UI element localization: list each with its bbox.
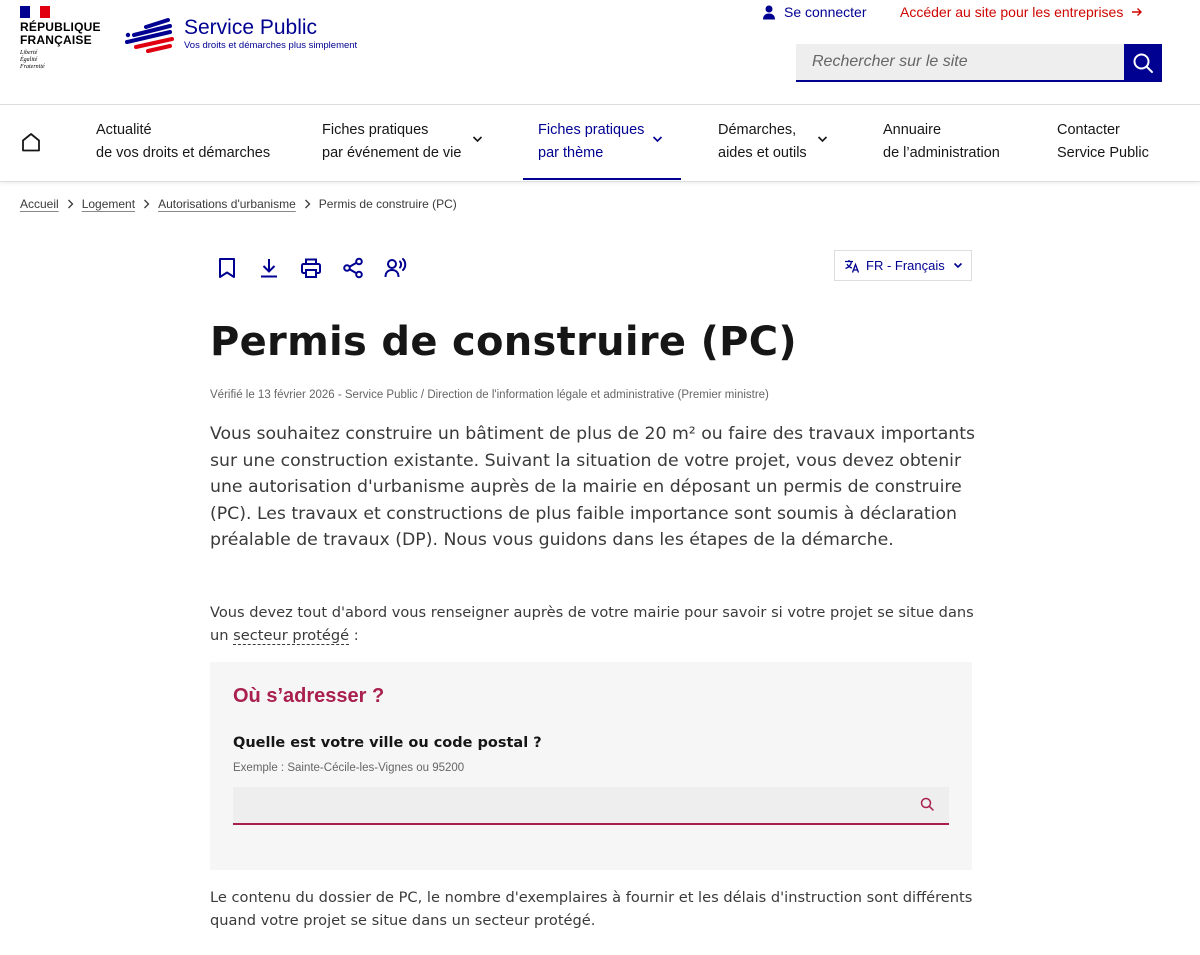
paragraph-text-end: : <box>349 627 359 644</box>
city-postal-hint: Exemple : Sainte-Cécile-les-Vignes ou 95200 <box>233 762 465 774</box>
search-icon <box>1132 52 1154 74</box>
verification-meta: Vérifié le 13 février 2026 - Service Public / Direction de l'information légale et administrative (Premier ministre) <box>210 389 769 401</box>
download-button[interactable] <box>258 256 300 280</box>
chevron-right-icon <box>304 199 311 209</box>
chevron-down-icon <box>953 262 963 269</box>
bookmark-icon <box>216 257 238 279</box>
chevron-down-icon <box>817 135 828 143</box>
chevron-down-icon <box>472 135 483 143</box>
language-label: FR - Français <box>866 258 945 273</box>
nav-item-label-line2: par thème <box>538 145 604 161</box>
breadcrumb <box>20 197 457 211</box>
bookmark-button[interactable] <box>216 256 258 280</box>
chevron-down-icon <box>652 135 663 143</box>
print-icon <box>300 257 322 279</box>
republic-line1: RÉPUBLIQUE <box>20 20 101 34</box>
intro-paragraph: Vous souhaitez construire un bâtiment de plus de 20 m² ou faire des travaux importants sur une construction existante. Suivant la situation de votre projet, vous devez obtenir une autorisation d'urbanisme auprès de la mairie en déposant un permis de construire (PC). Les travaux et constructions de plus faible importance sont soumis à déclaration préalable de travaux (DP). Nous vous guidons dans les étapes de la démarche. <box>210 424 976 551</box>
nav-item-demarches[interactable] <box>718 119 833 165</box>
republic-motto <box>20 50 100 71</box>
nav-item-contacter[interactable] <box>1057 119 1149 165</box>
site-header <box>0 0 1200 105</box>
secteur-protege-definition-link[interactable]: secteur protégé <box>233 627 350 644</box>
nav-item-label-line1: Démarches, <box>718 122 797 138</box>
chevron-right-icon <box>143 199 150 209</box>
city-postal-label: Quelle est votre ville ou code postal ? <box>233 735 542 751</box>
dossier-difference-paragraph: Le contenu du dossier de PC, le nombre d'exemplaires à fournir et les délais d'instruction sont différents quand votre projet se situe dans un secteur protégé. <box>210 889 973 929</box>
nav-item-label-line1: Fiches pratiques <box>538 122 645 138</box>
motto-fraternite: Fraternité <box>20 64 45 70</box>
home-icon <box>20 131 42 153</box>
breadcrumb-link-accueil[interactable]: Accueil <box>20 197 59 211</box>
download-icon <box>258 257 280 279</box>
nav-item-annuaire[interactable] <box>883 119 1000 165</box>
language-selector[interactable] <box>834 250 972 281</box>
republic-line2: FRANÇAISE <box>20 33 92 47</box>
share-button[interactable] <box>342 256 384 280</box>
french-flag-icon <box>20 6 50 18</box>
republique-francaise-logo[interactable] <box>20 6 100 71</box>
service-public-mark-icon <box>124 16 178 56</box>
nav-item-label-line2: par événement de vie <box>322 145 462 161</box>
nav-item-actualite[interactable] <box>96 119 270 165</box>
nav-item-fiches-theme[interactable] <box>538 119 668 165</box>
city-postal-field <box>233 787 949 825</box>
breadcrumb-current: Permis de construire (PC) <box>318 197 457 211</box>
print-button[interactable] <box>300 256 342 280</box>
nav-item-label-line2: de vos droits et démarches <box>96 145 271 161</box>
page-title: Permis de construire (PC) <box>210 319 798 365</box>
service-public-logo[interactable] <box>124 16 357 56</box>
nav-item-label-line2: Service Public <box>1057 145 1149 161</box>
listen-icon <box>384 257 408 279</box>
listen-button[interactable] <box>384 256 426 280</box>
enterprise-site-link[interactable] <box>900 4 1143 20</box>
user-icon <box>762 5 776 20</box>
active-tab-indicator <box>523 178 681 180</box>
main-navigation <box>0 105 1200 182</box>
nav-item-fiches-evenement[interactable] <box>322 119 487 165</box>
nav-item-label-line2: de l’administration <box>883 145 1000 161</box>
nav-item-label-line2: aides et outils <box>718 145 807 161</box>
where-to-go-title: Où s’adresser ? <box>233 685 385 707</box>
nav-item-label-line1: Fiches pratiques <box>322 122 429 138</box>
login-label: Se connecter <box>784 4 867 20</box>
chevron-right-icon <box>67 199 74 209</box>
enterprise-label: Accéder au site pour les entreprises <box>900 4 1124 20</box>
city-postal-input[interactable] <box>233 787 949 823</box>
brand-tagline: Vos droits et démarches plus simplement <box>184 40 358 51</box>
nav-item-label-line1: Contacter <box>1057 122 1120 138</box>
share-icon <box>342 257 364 279</box>
site-search <box>796 44 1162 82</box>
search-input[interactable] <box>796 44 1124 82</box>
motto-egalite: Égalité <box>20 57 38 63</box>
arrow-right-icon <box>1131 6 1143 18</box>
brand-title: Service Public <box>184 16 318 39</box>
breadcrumb-link-autorisations[interactable]: Autorisations d'urbanisme <box>158 197 296 211</box>
home-link[interactable] <box>20 131 42 157</box>
motto-liberte: Liberté <box>20 50 38 56</box>
protected-sector-paragraph <box>210 601 980 647</box>
republic-name <box>20 21 100 47</box>
nav-item-label-line1: Actualité <box>96 122 152 138</box>
where-to-go-box <box>210 662 972 870</box>
login-link[interactable] <box>762 4 867 20</box>
article-toolbar <box>216 256 426 280</box>
translate-icon <box>844 259 860 273</box>
search-button[interactable] <box>1124 44 1162 82</box>
paragraph-text: Vous devez tout d'abord vous renseigner auprès de votre mairie pour savoir si votre projet se situe dans un <box>210 604 974 644</box>
breadcrumb-link-logement[interactable]: Logement <box>81 197 136 211</box>
nav-item-label-line1: Annuaire <box>883 122 942 138</box>
search-icon[interactable] <box>920 797 934 811</box>
